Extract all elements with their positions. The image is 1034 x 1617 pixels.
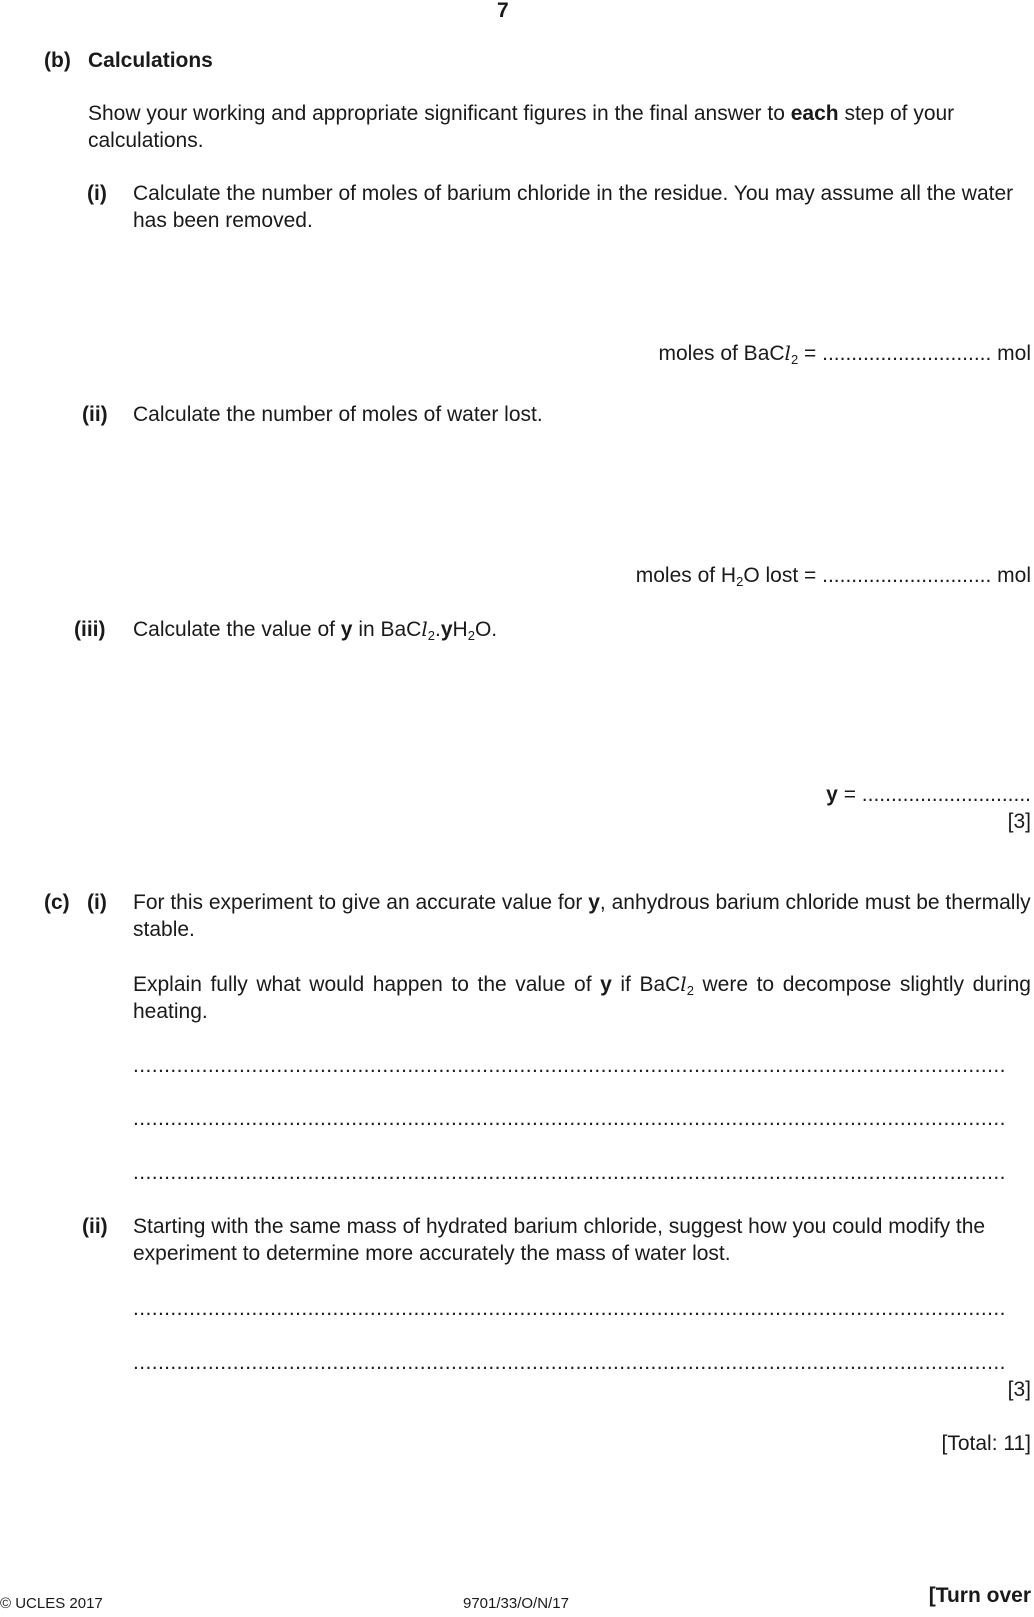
- b-iii-text-bold2: y: [440, 618, 453, 641]
- marks-c: [3]: [1007, 1378, 1031, 1401]
- b-iii-text-bold: y: [340, 618, 353, 641]
- b-iii-dot: .: [435, 618, 441, 641]
- c-i-explain-script-l: l: [680, 972, 687, 996]
- answer-b-ii-prefix: moles of H: [635, 564, 737, 587]
- answer-b-i-suffix: = ............................. mol: [798, 342, 1031, 365]
- question-b-iii-text: [133, 616, 1031, 643]
- b-iii-script-l: l: [421, 617, 428, 641]
- c-i-text-bold: y: [588, 891, 600, 914]
- c-i-explain-pre: Explain fully what would happen to the value of: [133, 973, 601, 996]
- part-b-label: (b): [44, 49, 71, 72]
- question-b-i-text: Calculate the number of moles of barium chloride in the residue. You may assume all the water has been removed.: [133, 182, 1014, 232]
- b-iii-sub1: 2: [427, 628, 435, 643]
- b-iii-text-mid: in BaC: [352, 618, 422, 641]
- answer-line-c-ii-2[interactable]: ............................................................................................................................................: [133, 1351, 1006, 1374]
- question-b-ii-label: (ii): [82, 403, 108, 426]
- footer-code: 9701/33/O/N/17: [463, 1595, 569, 1612]
- c-i-explain-bold: y: [600, 973, 612, 996]
- instruction-text-post: step of your calculations.: [88, 102, 955, 152]
- question-c-ii-text: Starting with the same mass of hydrated barium chloride, suggest how you could modify the experiment to determine more accurately the mass of water lost.: [133, 1215, 986, 1265]
- c-i-explain-sub: 2: [686, 983, 694, 998]
- footer-turn-over: [Turn over: [928, 1584, 1031, 1607]
- c-i-text-post: , anhydrous barium chloride must be thermally stable.: [133, 891, 1031, 941]
- b-iii-end: O.: [474, 618, 498, 641]
- b-iii-sub2: 2: [467, 628, 475, 643]
- footer-copyright: © UCLES 2017: [0, 1595, 103, 1612]
- answer-b-ii-suffix: O lost = ............................. mol: [743, 564, 1031, 587]
- question-c-ii-label: (ii): [82, 1215, 108, 1238]
- answer-b-iii-suffix: = .............................: [837, 783, 1031, 806]
- answer-b-i-subscript: 2: [790, 352, 799, 367]
- answer-b-i-prefix: moles of BaC: [658, 342, 785, 365]
- answer-line-c-i-3[interactable]: ............................................................................................................................................: [133, 1161, 1006, 1184]
- question-b-i-label: (i): [87, 182, 107, 205]
- answer-line-c-i-2[interactable]: ............................................................................................................................................: [133, 1107, 1006, 1130]
- total-marks: [Total: 11]: [941, 1432, 1031, 1455]
- instruction-text-pre: Show your working and appropriate significant figures in the final answer to: [88, 102, 785, 125]
- answer-b-iii-y: y: [826, 783, 838, 806]
- answer-line-c-ii-1[interactable]: ............................................................................................................................................: [133, 1297, 1006, 1320]
- page-number: 7: [497, 0, 509, 22]
- part-c-label: (c): [44, 891, 70, 914]
- question-c-i-text: [133, 889, 1031, 943]
- answer-b-ii-subscript: 2: [736, 574, 744, 589]
- b-iii-h: H: [452, 618, 468, 641]
- marks-b: [3]: [1007, 810, 1031, 833]
- answer-b-i-script-l: l: [784, 341, 791, 365]
- answer-line-c-i-1[interactable]: ............................................................................................................................................: [133, 1054, 1006, 1077]
- answer-b-ii: [636, 562, 1031, 589]
- c-i-explain-mid: if BaC: [611, 973, 681, 996]
- question-c-i-label: (i): [87, 891, 107, 914]
- question-b-iii-label: (iii): [74, 618, 106, 641]
- b-iii-text-pre: Calculate the value of: [133, 618, 341, 641]
- c-i-text-pre: For this experiment to give an accurate value for: [133, 891, 589, 914]
- part-b-instruction: [88, 100, 1031, 154]
- answer-b-i: [658, 340, 1031, 367]
- part-b-heading: Calculations: [88, 49, 213, 72]
- question-b-ii-text: Calculate the number of moles of water lost.: [133, 403, 543, 426]
- c-i-explain-post: were to decompose slightly during heating.: [133, 973, 1031, 1023]
- question-c-i-explain: [133, 971, 1031, 1025]
- instruction-text-bold: each: [790, 102, 839, 125]
- answer-b-iii: [826, 781, 1031, 808]
